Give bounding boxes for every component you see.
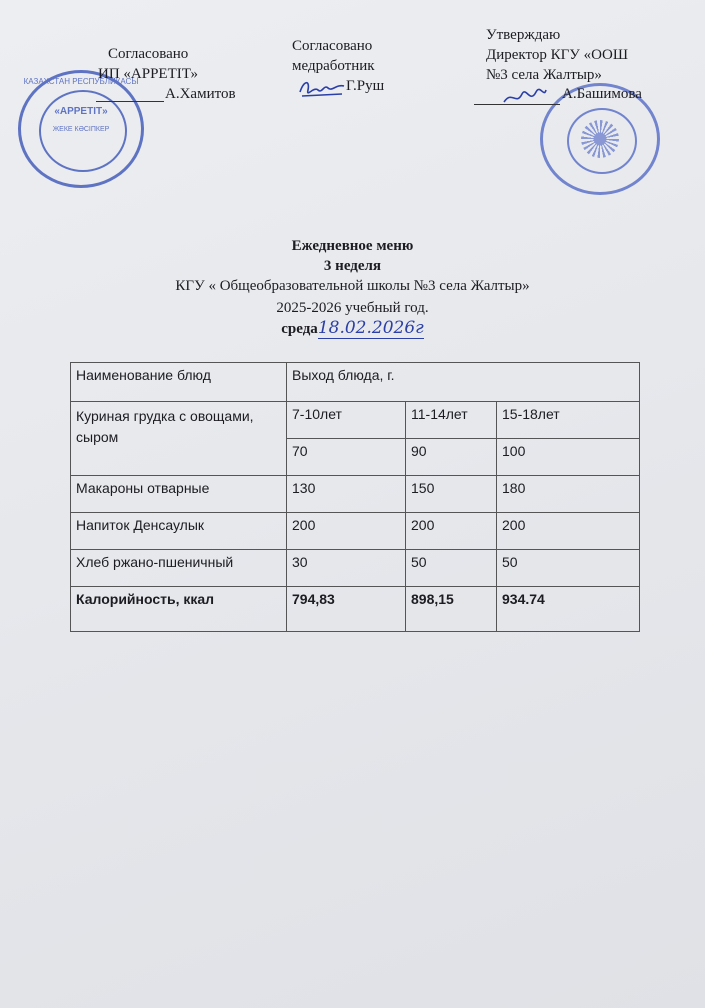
total-value: 934.74 (497, 587, 640, 632)
portion-value: 200 (497, 513, 640, 550)
date-handwritten: 18.02.2026г (317, 318, 424, 338)
portion-value: 30 (287, 550, 406, 587)
portion-value: 50 (497, 550, 640, 587)
table-row (71, 476, 640, 513)
portion-value: 100 (497, 439, 640, 476)
dish-name: Хлеб ржано-пшеничный (71, 550, 287, 587)
portion-value: 70 (287, 439, 406, 476)
header-left-sign-line (96, 101, 164, 102)
age-group-header: 15-18лет (497, 402, 640, 439)
portion-value: 180 (497, 476, 640, 513)
table-row (71, 513, 640, 550)
menu-table (70, 362, 640, 632)
signature-right (500, 80, 550, 110)
stamp-left (18, 70, 144, 188)
document-title: Ежедневное меню (291, 238, 414, 254)
age-group-header: 11-14лет (406, 402, 497, 439)
header-portion: Выход блюда, г. (287, 363, 640, 402)
header-right-line2: Директор КГУ «ООШ (486, 47, 628, 63)
stamp-left-ring-text: КАЗАХСТАН РЕСПУБЛИКАСЫ (23, 77, 139, 86)
portion-value: 150 (406, 476, 497, 513)
total-value: 794,83 (287, 587, 406, 632)
header-right-line1: Утверждаю (486, 27, 561, 43)
header-left-signer: А.Хамитов (165, 86, 236, 102)
header-left-line2: ИП «АРРЕТIТ» (98, 66, 199, 82)
portion-value: 200 (287, 513, 406, 550)
dish-name: Макароны отварные (71, 476, 287, 513)
dish-name: Напиток Денсаулык (71, 513, 287, 550)
stamp-left-center (39, 107, 123, 135)
day-line (0, 318, 705, 339)
school-year: 2025-2026 учебный год. (276, 300, 429, 316)
table-row (71, 402, 640, 439)
header-middle-signer: Г.Руш (346, 78, 385, 94)
header-right-signer: А.Башимова (562, 86, 642, 102)
dish-name: Куриная грудка с овощами, сыром (71, 402, 287, 476)
header-middle-line1: Согласовано (292, 38, 373, 54)
signature-middle (296, 76, 348, 102)
stamp-left-subtitle: ЖЕКЕ КӘСІПКЕР (52, 126, 110, 133)
header-left-line1: Согласовано (108, 46, 189, 62)
emblem-icon (581, 120, 619, 158)
stamp-left-brand: «АРРЕТIТ» (54, 106, 108, 117)
total-label: Калорийность, ккал (71, 587, 287, 632)
header-dish-name: Наименование блюд (71, 363, 287, 402)
portion-value: 90 (406, 439, 497, 476)
portion-value: 50 (406, 550, 497, 587)
portion-value: 200 (406, 513, 497, 550)
table-total-row (71, 587, 640, 632)
header-right-line3: №3 села Жалтыр» (486, 67, 602, 83)
total-value: 898,15 (406, 587, 497, 632)
portion-value: 130 (287, 476, 406, 513)
age-group-header: 7-10лет (287, 402, 406, 439)
table-row (71, 550, 640, 587)
header-middle-line2: медработник (292, 58, 375, 74)
day-label: среда (281, 321, 318, 337)
table-header-row (71, 363, 640, 402)
school-name: КГУ « Общеобразовательной школы №3 села Жалтыр» (175, 278, 530, 294)
week-label: 3 неделя (323, 258, 382, 274)
